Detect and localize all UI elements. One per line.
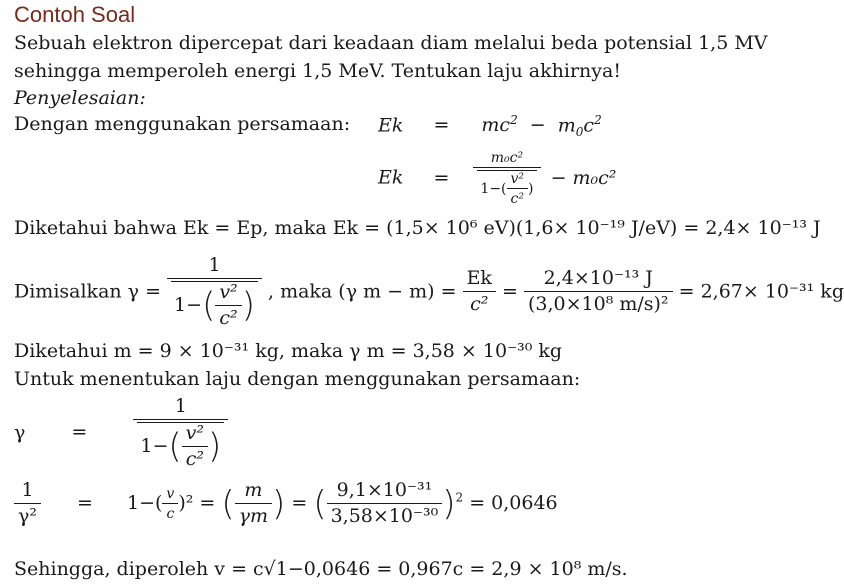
final-result: Sehingga, diperoleh v = c√1−0,0646 = 0,967c = 2,9 × 10⁸ m/s. bbox=[14, 558, 628, 580]
known-energy: Diketahui bahwa Ek = Ep, maka Ek = (1,5× 10⁶ eV)(1,6× 10⁻¹⁹ J/eV) = 2,4× 10⁻¹³ J bbox=[14, 217, 821, 239]
inverse-gamma-squared: $\frac{1}{\text{γ²}}$ = 1−( $\frac{v}{c}$ )² = ( $\frac{m}{\gamma m}$ ) = ( $\frac{\text{9,1×10⁻³¹}}{\text{3,58×10⁻³⁰}}$ )$^2$ = 0,0646 bbox=[14, 480, 558, 528]
equation-2: Ek = m₀c² 1−( $\frac{\text{v²}}{\text{c²}}$ ) − m₀c² bbox=[378, 150, 617, 208]
problem-line-2: sehingga memperoleh energi 1,5 MeV. Tentukan laju akhirnya! bbox=[14, 60, 621, 82]
eq1-minus: − bbox=[529, 114, 546, 137]
eq2-rest: − m₀c² bbox=[550, 166, 617, 189]
gamma-value-fraction: $\frac{\text{2,4×10⁻¹³ J}}{\text{(3,0×10⁸ m/s)²}}$ bbox=[524, 268, 673, 316]
gamma-definition: γ = 1 1−( $\frac{\text{v²}}{\text{c²}}$ ) bbox=[14, 396, 228, 471]
eq1-equals: = bbox=[433, 114, 450, 137]
gamma-line: Dimisalkan γ = 1 1−( $\frac{\text{v²}}{\text{c²}}$ ) , maka (γ m − m) = $\frac{Ek}{\text{c²}}$ = $\frac{\text{2,4×10⁻¹³ J}}{\text{(3,0×10⁸ m/s)²}}$ = 2,67× 10⁻³¹ kg bbox=[14, 254, 844, 329]
eq1-lhs: Ek bbox=[378, 114, 404, 137]
to-find-text: Untuk menentukan laju dengan menggunakan persamaan: bbox=[14, 368, 581, 390]
known-mass: Diketahui m = 9 × 10⁻³¹ kg, maka γ m = 3,58 × 10⁻³⁰ kg bbox=[14, 340, 563, 362]
section-title: Contoh Soal bbox=[14, 2, 136, 27]
eq2-lhs: Ek bbox=[378, 166, 404, 189]
eq1-term1: mc bbox=[481, 114, 511, 137]
gamma-fraction: 1 1−( $\frac{\text{v²}}{\text{c²}}$ ) bbox=[167, 255, 262, 330]
solution-label: Penyelesaian: bbox=[14, 87, 146, 109]
equation-1: $Ek = mc^2 - m_0c^2$ bbox=[378, 113, 602, 140]
using-equation-text: Dengan menggunakan persamaan: bbox=[14, 113, 351, 135]
eq2-fraction: m₀c² 1−( $\frac{\text{v²}}{\text{c²}}$ ) bbox=[473, 150, 540, 207]
problem-line-1: Sebuah elektron dipercepat dari keadaan diam melalui beda potensial 1,5 MV bbox=[14, 32, 768, 54]
